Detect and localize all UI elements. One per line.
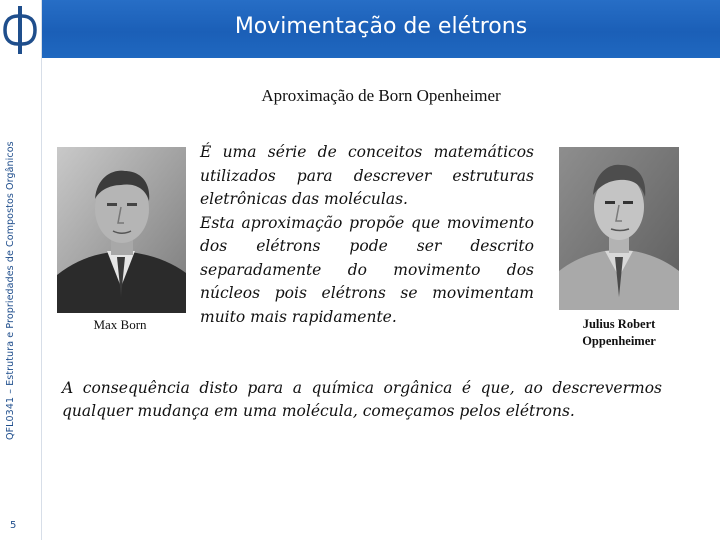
max-born-photo: [57, 147, 186, 313]
description-paragraph-1: É uma série de conceitos matemáticos utilizados para descrever estruturas eletrônicas das moléculas.: [200, 143, 534, 208]
slide-title: Movimentação de elétrons: [234, 14, 528, 39]
university-logo-icon: [2, 4, 38, 56]
born-caption: Max Born: [93, 317, 147, 332]
oppenheimer-caption: Julius Robert Oppenheimer: [582, 317, 656, 348]
description-paragraph-2: Esta aproximação propõe que movimento dos elétrons pode ser descrito separadamente do movimento dos núcleos pois elétrons se movimentam muito mais rapidamente.: [200, 213, 534, 326]
description-text: [200, 141, 534, 329]
section-subtitle: Aproximação de Born Openheimer: [261, 86, 501, 105]
course-label: QFL0341 – Estrutura e Propriedades de Compostos Orgânicos: [5, 141, 16, 440]
slide-number: 5: [10, 520, 17, 531]
oppenheimer-photo: [559, 147, 679, 310]
left-sidebar: [0, 0, 42, 540]
title-bar: [42, 0, 720, 58]
conclusion-text: A consequência disto para a química orgânica é que, ao descrevermos qualquer mudança em uma molécula, começamos pelos elétrons.: [62, 379, 662, 420]
